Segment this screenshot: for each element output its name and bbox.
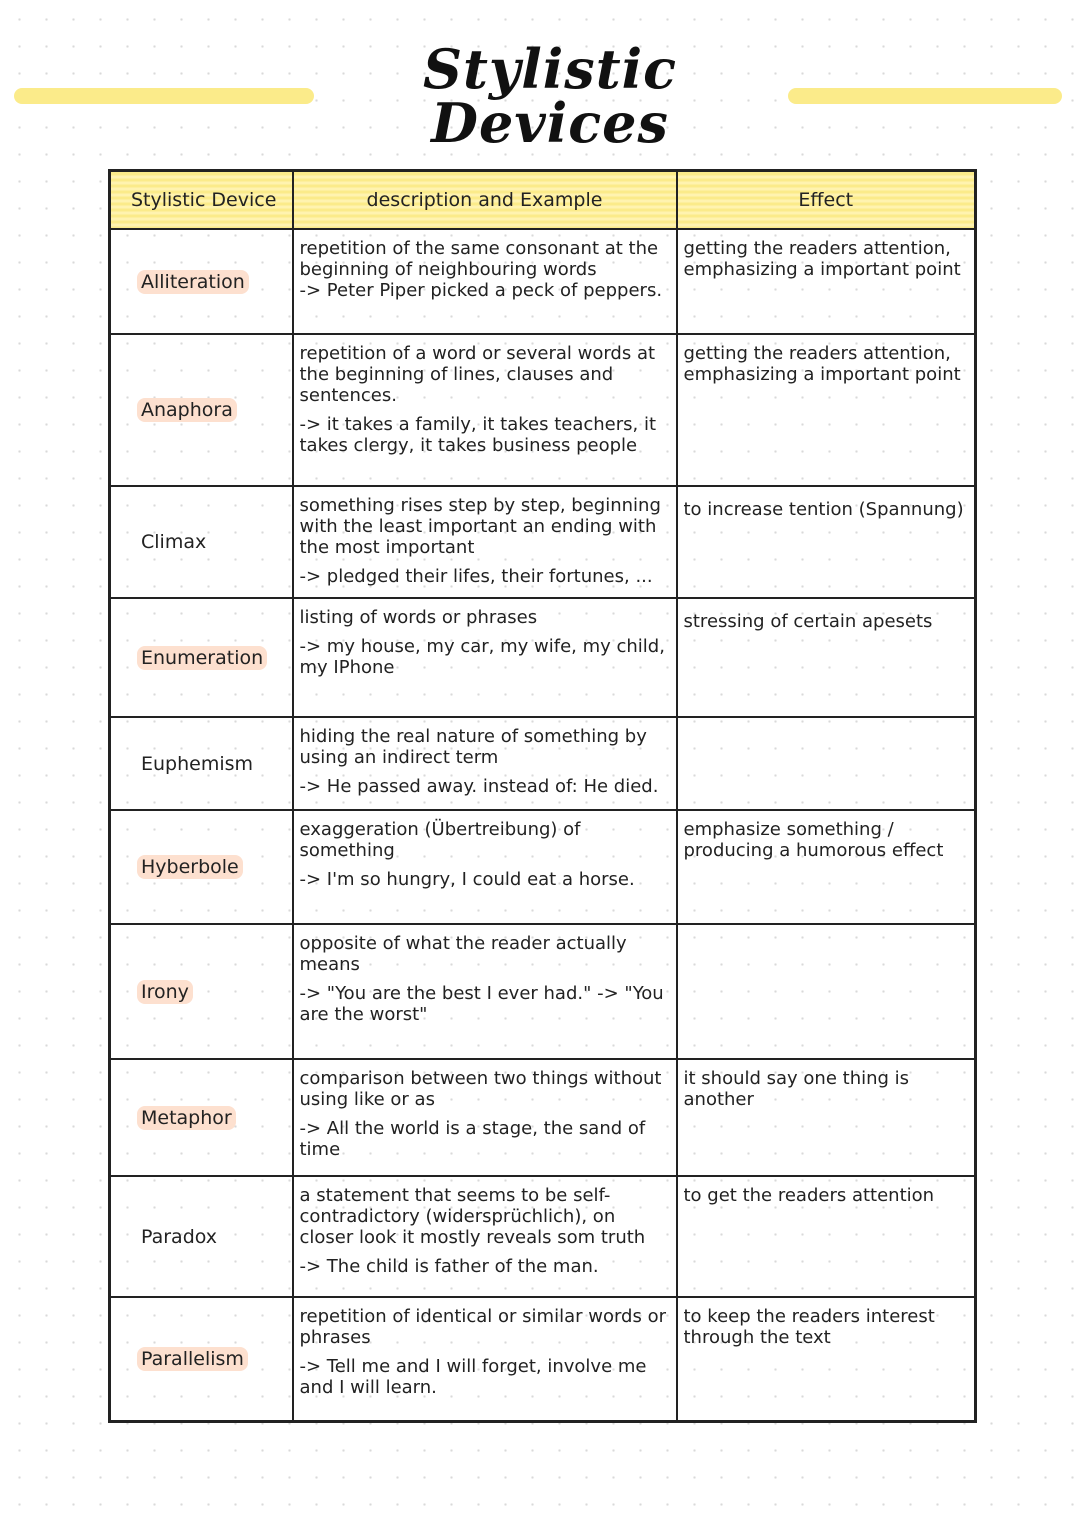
example-text: -> I'm so hungry, I could eat a horse. (299, 869, 635, 890)
description-cell (293, 1297, 677, 1421)
device-cell (110, 1297, 293, 1421)
example-text: -> Tell me and I will forget, involve me and I will learn. (299, 1356, 647, 1398)
device-cell (110, 598, 293, 717)
description-text: repetition of the same consonant at the beginning of neighbouring words (299, 238, 659, 280)
effect-cell: to keep the readers interest through the text (677, 1297, 976, 1421)
description-text: repetition of a word or several words at the beginning of lines, clauses and sentences. (299, 343, 656, 406)
device-cell (110, 717, 293, 810)
description-cell (293, 1059, 677, 1176)
title-highlight-left (14, 88, 314, 104)
device-cell (110, 486, 293, 598)
device-cell (110, 924, 293, 1059)
table-row (110, 1176, 976, 1297)
description-cell (293, 810, 677, 924)
description-text: repetition of identical or similar words or phrases (299, 1306, 666, 1348)
device-name: Parallelism (137, 1347, 248, 1371)
page-title: Stylistic Devices (422, 37, 678, 155)
example-text: -> it takes a family, it takes teachers, it takes clergy, it takes business people (299, 414, 657, 456)
effect-cell (677, 924, 976, 1059)
device-name: Enumeration (137, 646, 267, 670)
effect-cell: getting the readers attention, emphasizing a important point (677, 229, 976, 334)
table-row (110, 486, 976, 598)
device-name: Hyberbole (137, 855, 243, 879)
header-effect: Effect (677, 171, 976, 230)
device-name: Alliteration (137, 270, 249, 294)
header-description: description and Example (293, 171, 677, 230)
title-highlight-right (788, 88, 1062, 104)
example-text: -> The child is father of the man. (299, 1256, 599, 1277)
effect-cell: getting the readers attention, emphasizing a important point (677, 334, 976, 486)
description-text: something rises step by step, beginning with the least important an ending with the most important (299, 495, 661, 558)
device-cell (110, 229, 293, 334)
device-cell (110, 810, 293, 924)
table-row (110, 598, 976, 717)
description-text: hiding the real nature of something by using an indirect term (299, 726, 647, 768)
effect-cell: to increase tention (Spannung) (677, 486, 976, 598)
description-cell (293, 334, 677, 486)
device-name: Euphemism (141, 752, 254, 775)
header-device: Stylistic Device (110, 171, 293, 230)
table-row (110, 1297, 976, 1421)
description-text: opposite of what the reader actually means (299, 933, 627, 975)
table-row (110, 1059, 976, 1176)
device-name: Irony (137, 980, 193, 1004)
table-row (110, 810, 976, 924)
device-cell (110, 1176, 293, 1297)
example-text: -> Peter Piper picked a peck of peppers. (299, 280, 663, 301)
effect-cell: it should say one thing is another (677, 1059, 976, 1176)
example-text: -> my house, my car, my wife, my child, my IPhone (299, 636, 665, 678)
description-cell (293, 229, 677, 334)
stylistic-devices-table (108, 169, 977, 1423)
device-cell (110, 334, 293, 486)
device-name: Paradox (141, 1225, 218, 1248)
effect-cell: stressing of certain apesets (677, 598, 976, 717)
example-text: -> "You are the best I ever had." -> "You are the worst" (299, 983, 664, 1025)
description-cell (293, 1176, 677, 1297)
example-text: -> He passed away. instead of: He died. (299, 776, 659, 797)
table-row (110, 717, 976, 810)
description-cell (293, 717, 677, 810)
table-header-row (110, 171, 976, 230)
table-row (110, 924, 976, 1059)
effect-cell (677, 717, 976, 810)
table-row (110, 229, 976, 334)
description-text: a statement that seems to be self-contradictory (widersprüchlich), on closer look it mostly reveals som truth (299, 1185, 646, 1248)
description-text: exaggeration (Übertreibung) of something (299, 819, 581, 861)
device-name: Climax (141, 531, 207, 553)
device-name: Anaphora (137, 398, 237, 422)
effect-cell: emphasize something / producing a humorous effect (677, 810, 976, 924)
description-cell (293, 486, 677, 598)
table-row (110, 334, 976, 486)
description-cell (293, 598, 677, 717)
description-text: comparison between two things without using like or as (299, 1068, 662, 1110)
effect-cell: to get the readers attention (677, 1176, 976, 1297)
description-text: listing of words or phrases (299, 607, 538, 628)
device-cell (110, 1059, 293, 1176)
device-name: Metaphor (137, 1106, 236, 1130)
example-text: -> All the world is a stage, the sand of time (299, 1118, 646, 1160)
description-cell (293, 924, 677, 1059)
example-text: -> pledged their lifes, their fortunes, ... (299, 566, 653, 587)
